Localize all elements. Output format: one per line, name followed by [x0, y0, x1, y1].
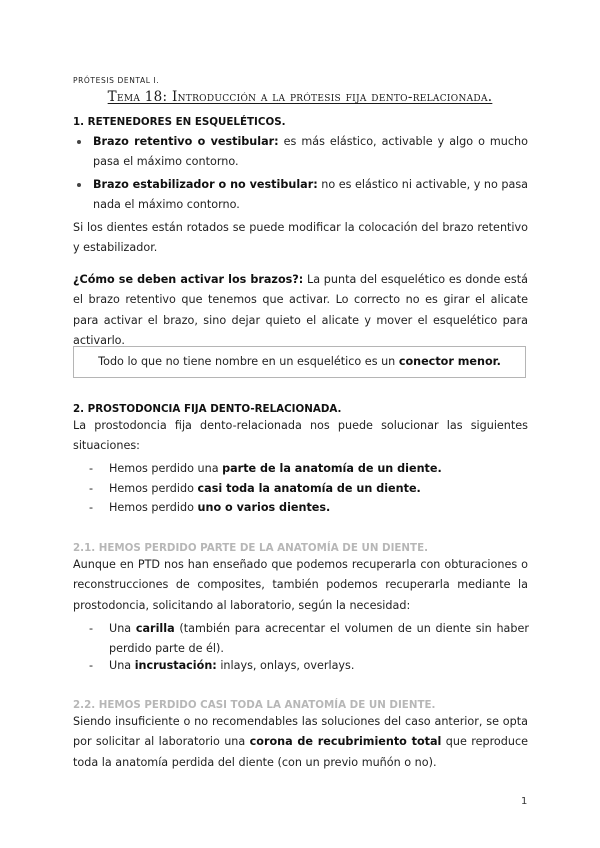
bullet-icon [77, 183, 81, 187]
section-2-1-heading: 2.1. HEMOS PERDIDO PARTE DE LA ANATOMÍA DE UN DIENTE. [73, 542, 429, 554]
list-item [89, 656, 529, 676]
document-header: PRÓTESIS DENTAL I. [73, 76, 160, 85]
paragraph [73, 270, 528, 352]
dash-icon: - [89, 659, 94, 672]
paragraph-term: corona de recubrimiento total [249, 735, 442, 749]
dash-icon: - [89, 622, 94, 635]
paragraph-text: que reproduce toda la anatomía perdida del diente (con un previo muñón o no). [73, 735, 528, 769]
bullet-term: Brazo estabilizador o no vestibular: [93, 178, 318, 191]
item-text: Hemos perdido [109, 501, 198, 514]
item-term: parte de la anatomía de un diente. [222, 462, 442, 475]
item-text: inlays, onlays, overlays. [216, 659, 355, 672]
list-item [89, 498, 529, 518]
section-2-heading: 2. PROSTODONCIA FIJA DENTO-RELACIONADA. [73, 403, 342, 415]
item-term: incrustación: [134, 659, 217, 672]
paragraph [73, 712, 528, 773]
item-text: Hemos perdido [109, 482, 198, 495]
list-item [93, 132, 528, 173]
item-term: carilla [135, 622, 175, 635]
item-term: uno o varios dientes. [197, 501, 331, 514]
list-item [89, 459, 529, 479]
dash-icon: - [89, 501, 94, 514]
list-item [93, 175, 528, 216]
page-number: 1 [521, 796, 528, 807]
note-text: Todo lo que no tiene nombre en un esquelético es un [98, 355, 399, 368]
bullet-icon [77, 140, 81, 144]
page-title: Tema 18: Introducción a la prótesis fija dento-relacionada. [107, 89, 493, 105]
bullet-term: Brazo retentivo o vestibular: [93, 135, 279, 148]
section-1-heading: 1. RETENEDORES EN ESQUELÉTICOS. [73, 116, 286, 128]
question-label: ¿Cómo se deben activar los brazos?: [73, 273, 304, 286]
bullet-text: es más elástico, activable y algo o mucho pasa el máximo contorno. [93, 135, 528, 169]
paragraph: La prostodoncia fija dento-relacionada nos puede solucionar las siguientes situaciones: [73, 419, 528, 453]
note-term: conector menor. [398, 355, 501, 368]
list-item [89, 479, 529, 499]
paragraph: Si los dientes están rotados se puede modificar la colocación del brazo retentivo y estabilizador. [73, 221, 528, 255]
bullet-text: no es elástico ni activable, y no pasa nada el máximo contorno. [93, 178, 529, 212]
section-2-2-heading: 2.2. HEMOS PERDIDO CASI TODA LA ANATOMÍA DE UN DIENTE. [73, 699, 436, 711]
item-text: Una [109, 659, 135, 672]
question-answer: La punta del esquelético es donde está el brazo retentivo que tenemos que activar. Lo correcto no es girar el alicate para activar el brazo, sino dejar quieto el alicate y mover el esquelético para activarlo. [73, 273, 529, 348]
item-term: casi toda la anatomía de un diente. [197, 482, 421, 495]
item-text: Hemos perdido una [109, 462, 223, 475]
item-text: Una [109, 622, 136, 635]
dash-icon: - [89, 482, 94, 495]
list-item [89, 619, 529, 660]
paragraph: Aunque en PTD nos han enseñado que podemos recuperarla con obturaciones o reconstrucciones de composites, también podemos recuperarla mediante la prostodoncia, solicitando al laboratorio, según la necesidad: [73, 558, 528, 612]
note-box [73, 346, 526, 378]
paragraph-text: Siendo insuficiente o no recomendables las soluciones del caso anterior, se opta por solicitar al laboratorio una [73, 715, 528, 749]
item-text: (también para acrecentar el volumen de un diente sin haber perdido parte de él). [109, 622, 529, 656]
dash-icon: - [89, 462, 94, 475]
